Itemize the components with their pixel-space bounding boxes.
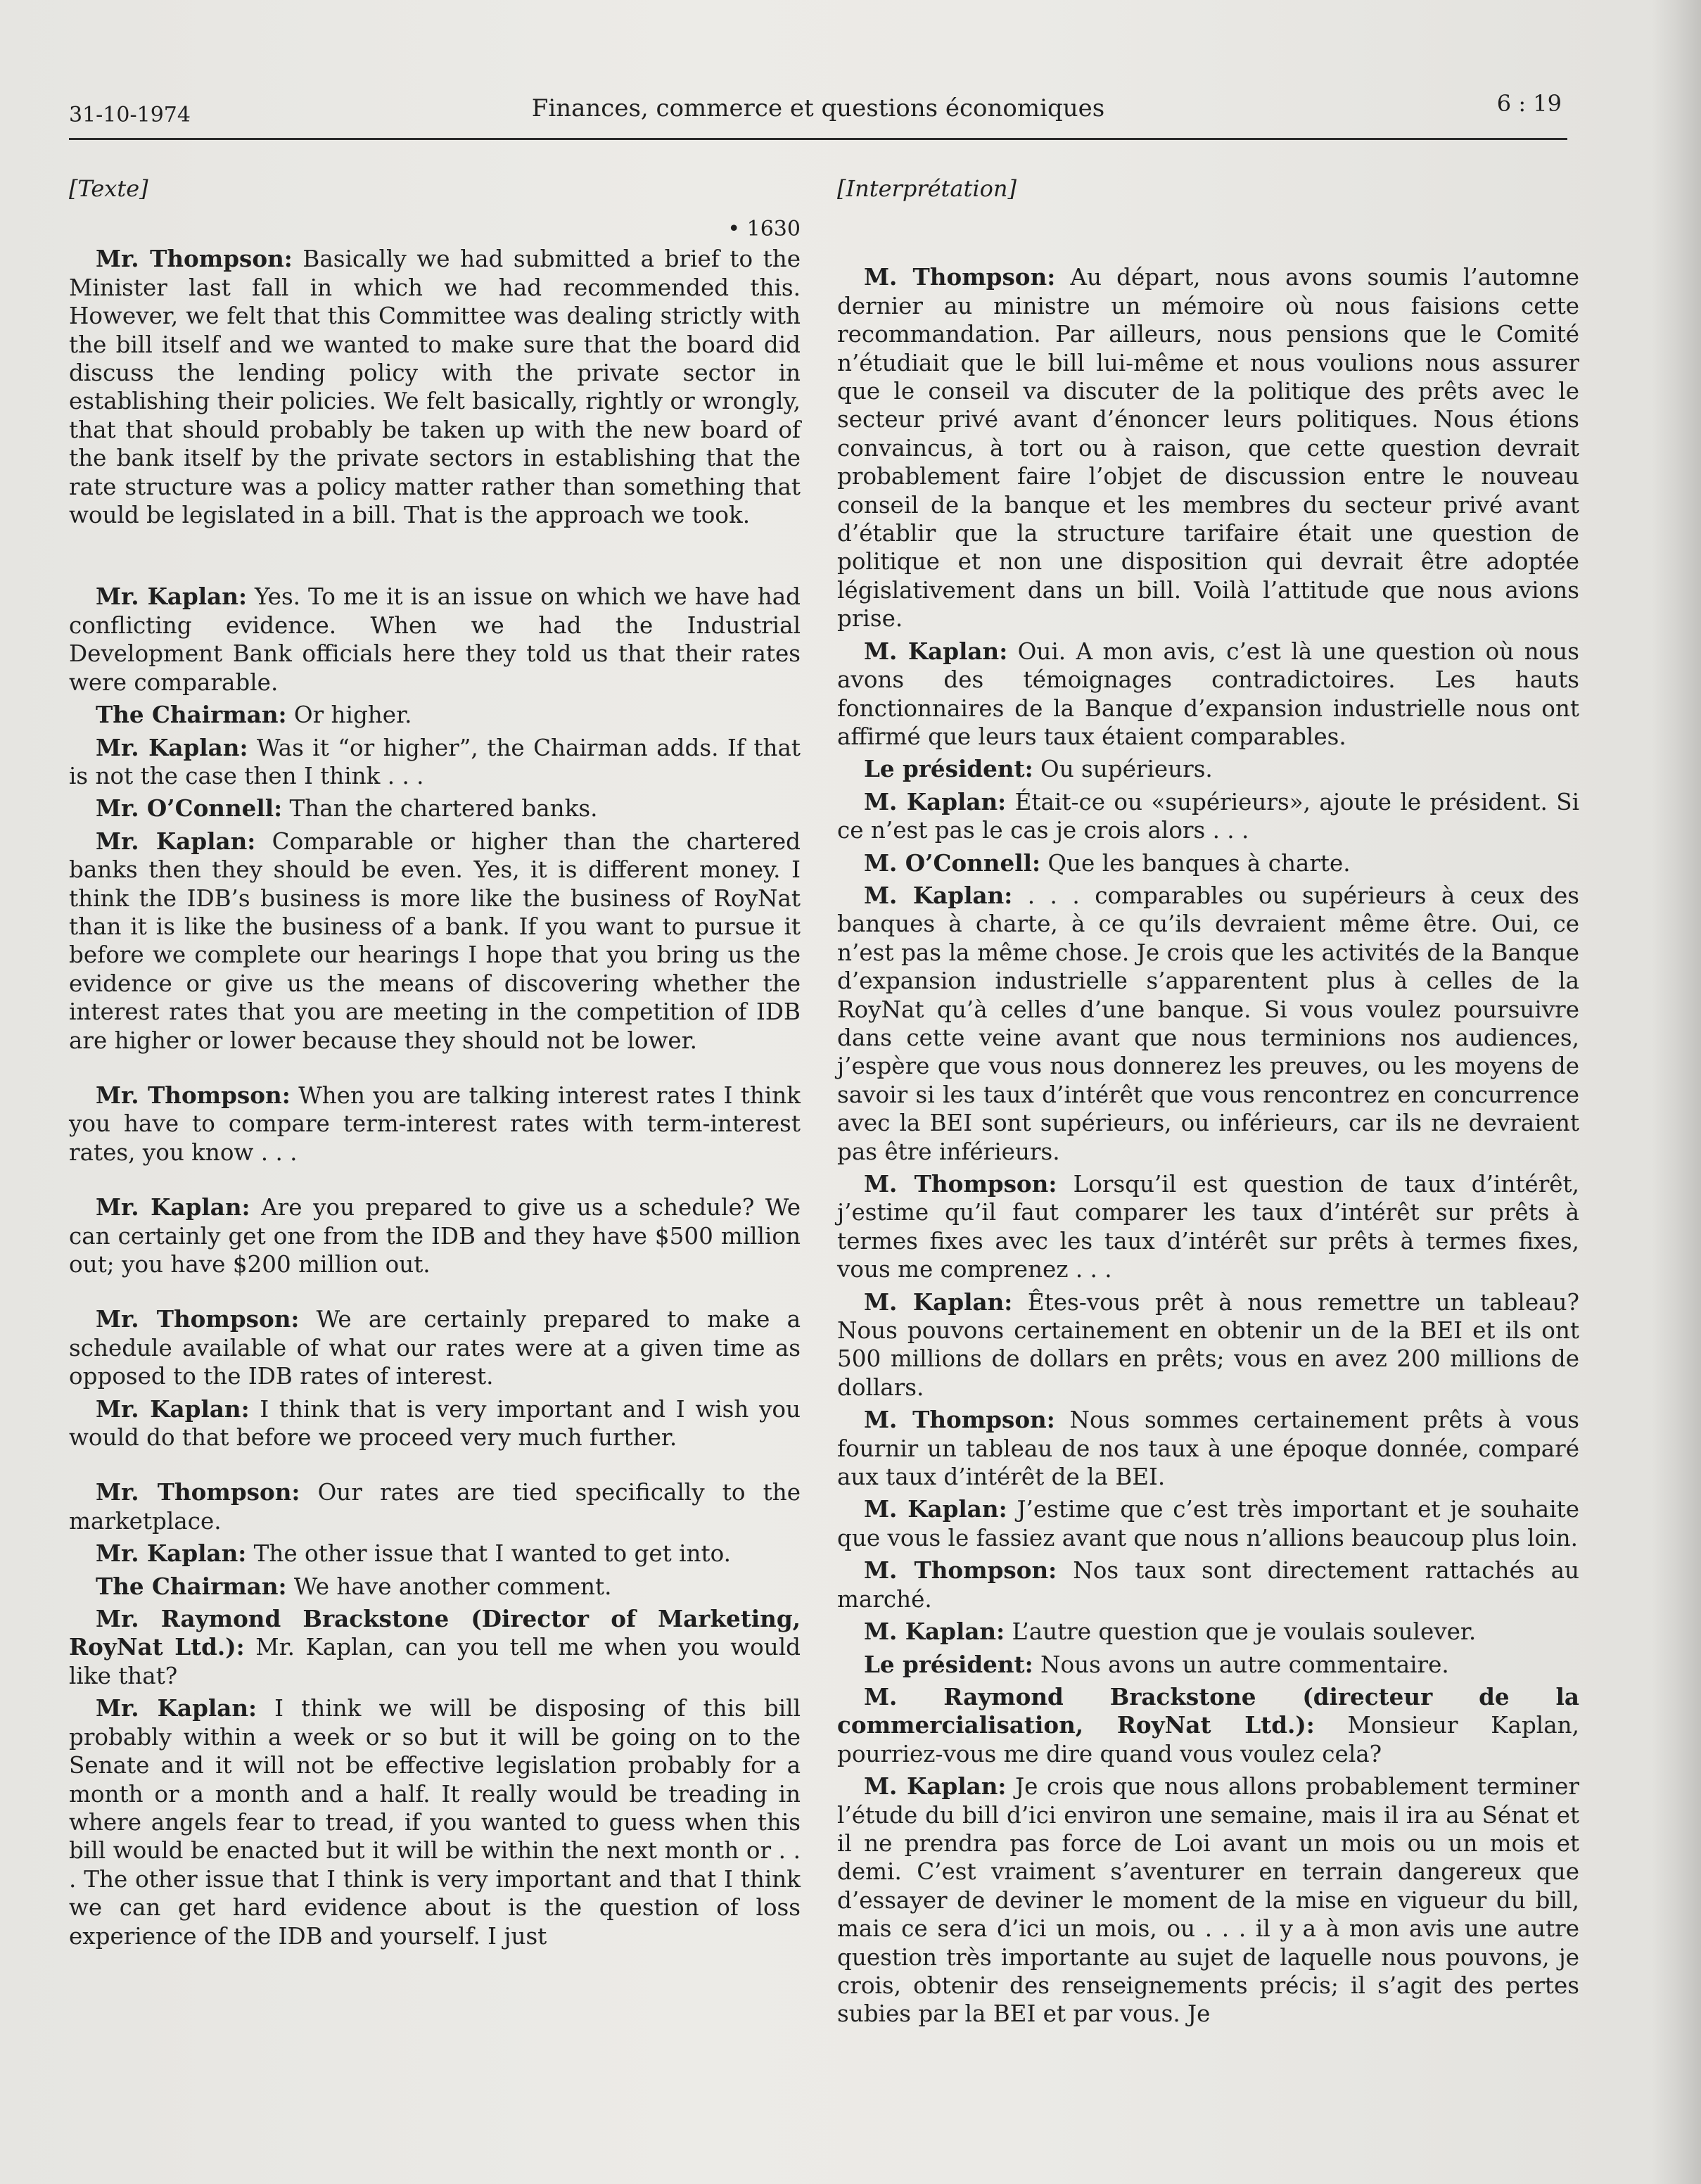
paragraph (69, 1539, 801, 1568)
speech-text: J’estime que c’est très important et je souhaite que vous le fassiez avant que nous n’allions beaucoup plus loin. (837, 1496, 1579, 1551)
speaker-name: M. Raymond Brackstone (directeur de la commercialisation, RoyNat Ltd.): (837, 1682, 1579, 1739)
speaker-name: M. Kaplan: (864, 787, 1007, 815)
column-label-interpretation: [Interprétation] (837, 175, 1017, 202)
time-marker (69, 214, 801, 245)
paragraph (837, 1556, 1579, 1613)
paragraph (837, 849, 1579, 877)
paragraph (69, 245, 801, 529)
paragraph (69, 1605, 801, 1690)
paragraph (69, 583, 801, 697)
speaker-name: Mr. Kaplan: (96, 733, 248, 761)
speech-text: Our rates are tied specifically to the marketplace. (69, 1479, 801, 1535)
speech-text: Je crois que nous allons probablement terminer l’étude du bill d’ici environ une semaine, mais il ira au Sénat et il ne prendra pas force de Loi avant un mois ou un mois et demi. C’est vraiment s’aventurer en terrain dangereux que d’essayer de deviner le moment de la mise en vigueur du bill, mais ce sera d’ici un mois, ou . . . il y a à mon avis une autre question très importante au sujet de laquelle nous pouvons, je crois, obtenir des renseignements précis; il s’agit des pertes subies par la BEI et par vous. Je (837, 1773, 1579, 2028)
speaker-name: M. Kaplan: (864, 881, 1013, 909)
paragraph (837, 1288, 1579, 1402)
speech-text: I think that is very important and I wish you would do that before we proceed very much further. (69, 1395, 801, 1452)
paragraph (69, 1694, 801, 1950)
paragraph (837, 1170, 1579, 1284)
time-marker-text: • 1630 (727, 217, 801, 242)
speech-text: We are certainly prepared to make a schedule available of what our rates were at a given time as opposed to the IDB rates of interest. (69, 1306, 801, 1390)
speech-text: L’autre question que je voulais soulever. (1005, 1618, 1477, 1646)
speech-text: Était-ce ou «supérieurs», ajoute le président. Si ce n’est pas le cas je crois alors . . . (837, 788, 1579, 844)
speaker-name: M. Thompson: (864, 1170, 1057, 1198)
speech-text: Nous sommes certainement prêts à vous fournir un tableau de nos taux à une époque donnée, comparé aux taux d’intérêt de la BEI. (837, 1407, 1579, 1491)
speaker-name: Mr. Thompson: (96, 1305, 300, 1333)
speech-text: Monsieur Kaplan, pourriez-vous me dire quand vous voulez cela? (837, 1712, 1579, 1767)
speech-text: Comparable or higher than the chartered banks then they should be even. Yes, it is different money. I think the IDB’s business is more like the business of RoyNat than it is like the business of a bank. If you want to pursue it before we complete our hearings I hope that you bring us the evidence or give us the means of discovering whether the interest rates that you are meeting in the competition of IDB are higher or lower because they should not be lower. (69, 827, 801, 1054)
paragraph (837, 788, 1579, 845)
paragraph (837, 882, 1579, 1166)
english-column (69, 174, 801, 1955)
paragraph (69, 1395, 801, 1452)
speaker-name: Mr. Raymond Brackstone (Director of Marketing, RoyNat Ltd.): (69, 1605, 801, 1661)
speaker-name: Mr. Thompson: (96, 1081, 291, 1109)
paragraph (69, 827, 801, 1055)
paragraph (837, 1495, 1579, 1552)
speech-text: Basically we had submitted a brief to the Minister last fall in which we had recommended this. However, we felt that this Committee was dealing strictly with the bill itself and we wanted to make sure that the board did discuss the lending policy with the private sector in establishing their policies. We felt basically, rightly or wrongly, that that should probably be taken up with the new board of the bank itself by the private sectors in establishing that the rate structure was a policy matter rather than something that would be legislated in a bill. That is the approach we took. (69, 246, 801, 529)
speech-text: We have another comment. (286, 1573, 612, 1600)
paragraph (69, 1305, 801, 1390)
paragraph (69, 1081, 801, 1167)
speaker-name: Mr. Kaplan: (96, 1539, 247, 1568)
speaker-name: M. Kaplan: (864, 1288, 1013, 1316)
french-column (837, 174, 1579, 2033)
paragraph (69, 1478, 801, 1535)
paragraph (837, 1406, 1579, 1491)
paragraph (837, 263, 1579, 633)
speaker-name: Mr. Thompson: (96, 1478, 300, 1506)
paragraph (837, 755, 1579, 783)
paragraph (837, 637, 1579, 751)
speech-text: Than the chartered banks. (282, 795, 598, 823)
speaker-name: M. Thompson: (864, 263, 1056, 291)
speech-text: Êtes-vous prêt à nous remettre un tableau? Nous pouvons certainement en obtenir un de la BEI et ils ont 500 millions de dollars en prêts; vous en avez 200 millions de dollars. (837, 1288, 1579, 1401)
speech-text: Que les banques à charte. (1040, 849, 1351, 877)
speaker-name: Mr. Kaplan: (96, 1694, 257, 1722)
speaker-name: Le président: (864, 755, 1033, 783)
speaker-name: Mr. Thompson: (96, 245, 293, 273)
speaker-name: Mr. Kaplan: (96, 1193, 250, 1221)
speaker-name: M. Kaplan: (864, 1772, 1007, 1801)
speech-text: The other issue that I wanted to get into. (246, 1540, 731, 1568)
speech-text: . . . comparables ou supérieurs à ceux des banques à charte, à ce qu’ils devraient même être. Oui, ce n’est pas la même chose. Je crois que les activités de la Banque d’expansion industrielle s’apparentent plus à celles de la RoyNat qu’à celles d’une banque. Si vous voulez poursuivre dans cette veine avant que nous terminions nos audiences, j’espère que vous nous donnerez les preuves, ou les moyens de savoir si les taux d’intérêt que vous rencontrez en concurrence avec la BEI sont supérieurs, ou inférieurs, car ils ne devraient pas être inférieurs. (837, 882, 1579, 1165)
header-title: Finances, commerce et questions économiques (531, 94, 1105, 122)
speech-text: Lorsqu’il est question de taux d’intérêt, j’estime qu’il faut comparer les taux d’intérêt sur prêts à termes fixes avec les taux d’intérêt sur prêts à termes fixes, vous me comprenez . . . (837, 1171, 1579, 1283)
speech-text: Au départ, nous avons soumis l’automne dernier au ministre un mémoire où nous faisions cette recommandation. Par ailleurs, nous pensions que le Comité n’étudiait que le bill lui-même et nous voulions nous assurer que le conseil va discuter de la politique des prêts avec le secteur privé avant d’énoncer leurs politiques. Nous étions convaincus, à tort ou à raison, que cette question devrait probablement faire l’objet de discussion entre le nouveau conseil de la banque et les membres du secteur privé avant d’établir que la structure tarifaire était une question de politique et non une disposition qui devrait être adoptée législativement dans un bill. Voilà l’attitude que nous avions prise. (837, 264, 1579, 633)
page-header (69, 89, 1567, 140)
speaker-name: Mr. Kaplan: (96, 1395, 250, 1423)
speaker-name: M. Kaplan: (864, 1495, 1007, 1523)
speech-text: Nous avons un autre commentaire. (1033, 1651, 1449, 1678)
column-label-text: [Texte] (69, 175, 148, 202)
speaker-name: M. O’Connell: (864, 849, 1041, 877)
paragraph (837, 1651, 1579, 1679)
speech-text: Was it “or higher”, the Chairman adds. If that is not the case then I think . . . (69, 734, 801, 789)
paragraph (69, 734, 801, 791)
speech-text: Yes. To me it is an issue on which we have had conflicting evidence. When we had the Industrial Development Bank officials here they told us that their rates were comparable. (69, 583, 801, 696)
speech-text: When you are talking interest rates I think you have to compare term-interest rates with term-interest rates, you know . . . (69, 1081, 801, 1166)
speech-text: Oui. A mon avis, c’est là une question où nous avons des témoignages contradictoires. Les hauts fonctionnaires de la Banque d’expansion industrielle nous ont affirmé que leurs taux étaient comparables. (837, 637, 1579, 750)
speaker-name: Le président: (864, 1650, 1033, 1678)
speech-text: Are you prepared to give us a schedule? We can certainly get one from the IDB and they have $500 million out; you have $200 million out. (69, 1194, 801, 1278)
speaker-name: Mr. Kaplan: (96, 827, 256, 855)
speech-text: Mr. Kaplan, can you tell me when you would like that? (69, 1634, 801, 1689)
speaker-name: M. Thompson: (864, 1406, 1055, 1434)
speech-text: Or higher. (286, 701, 412, 729)
speech-text: Nos taux sont directement rattachés au marché. (837, 1557, 1580, 1613)
paragraph (837, 1683, 1579, 1768)
header-page-number: 6 : 19 (1496, 90, 1562, 117)
speaker-name: The Chairman: (96, 1572, 287, 1600)
paragraph (69, 701, 801, 729)
speaker-name: Mr. Kaplan: (96, 583, 247, 611)
paragraph (69, 1573, 801, 1601)
paragraph (837, 1772, 1579, 2029)
paragraph (837, 1618, 1579, 1646)
speech-text: I think we will be disposing of this bill probably within a week or so but it will be going on to the Senate and it will not be effective legislation probably for a month or a month and a half. It really would be treading in where angels fear to tread, if you wanted to guess when this bill would be enacted but it will be within the next month or . . . The other issue that I think is very important and that I think we can get hard evidence about is the question of loss experience of the IDB and yourself. I just (69, 1695, 801, 1950)
paragraph (69, 794, 801, 823)
speaker-name: M. Kaplan: (864, 1618, 1005, 1646)
speaker-name: Mr. O’Connell: (96, 794, 283, 823)
speaker-name: The Chairman: (96, 701, 287, 729)
speaker-name: M. Kaplan: (864, 637, 1008, 665)
speaker-name: M. Thompson: (864, 1556, 1057, 1585)
page-edge-shadow (1652, 0, 1701, 2184)
speech-text: Ou supérieurs. (1033, 756, 1213, 783)
header-date: 31-10-1974 (69, 103, 191, 127)
paragraph (69, 1193, 801, 1278)
